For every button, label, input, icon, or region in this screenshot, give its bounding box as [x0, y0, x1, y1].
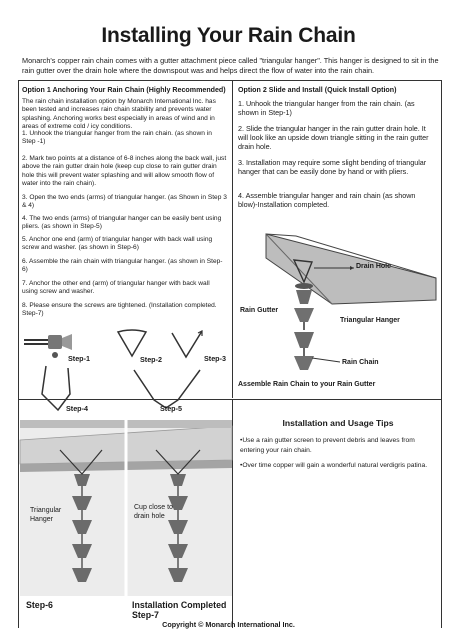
page-title: Installing Your Rain Chain	[101, 24, 356, 47]
option1-step-5: 5. Anchor one end (arm) of triangular hanger with back wall using screw and washer. (as shown in Step-6)	[22, 236, 213, 252]
option1-heading: Option 1 Anchoring Your Rain Chain (Highly Recommended)	[22, 86, 226, 94]
option1-step-8: 8. Please ensure the screws are tightened. (Installation completed. Step-7)	[22, 302, 217, 318]
option2-step-2: 2. Slide the triangular hanger in the rain gutter drain hole. It will look like an upside down triangle sitting in the rain gutter drain hole.	[238, 124, 429, 152]
tip-1: •Use a rain gutter screen to prevent debris and leaves from entering your rain chain.	[240, 437, 415, 454]
option1-step-1: 1. Unhook the triangular hanger from the rain chain. (as shown in Step -1)	[22, 130, 212, 146]
step2-label: Step-2	[140, 355, 162, 364]
photo-triangular-hanger-label: Triangular Hanger	[30, 507, 62, 523]
top-rule	[18, 80, 442, 81]
drain-hole-label: Drain Hole	[356, 263, 392, 270]
column-divider	[232, 80, 233, 398]
intro-paragraph: Monarch's copper rain chain comes with a gutter attachment piece called "triangular hanger". This hanger is designed to sit in the rain gutter over the drain hole where the downspout was and helps direct the flow of water into the rain chain.	[22, 56, 439, 75]
rain-gutter-label: Rain Gutter	[240, 307, 279, 314]
option1-step-2: 2. Mark two points at a distance of 6-8 inches along the back wall, just above the rain gutter drain hole (keep cup close to rain gutter drain hole this will prevent water splashing and will allow smooth flow of water into the rain chain).	[22, 155, 227, 188]
triangular-hanger-label: Triangular Hanger	[340, 317, 400, 324]
option2-step-1: 1. Unhook the triangular hanger from the rain chain. (as shown in Step-1)	[238, 99, 415, 118]
option1-description: The rain chain installation option by Monarch International Inc. has been tested and increases rain chain stability and prevents water splashing. Anchoring works best especially in areas of wind and in areas of extreme cold / icy conditions.	[22, 98, 216, 131]
step5-label: Step-5	[160, 404, 182, 413]
step7-label: Installation Completed Step-7	[132, 600, 227, 620]
step3-hanger-figure	[168, 327, 208, 361]
step3-label: Step-3	[204, 354, 226, 363]
step4-label: Step-4	[66, 404, 88, 413]
option1-step-3: 3. Open the two ends (arms) of triangular hanger. (as Shown in Step 3 & 4)	[22, 194, 227, 210]
copyright: Copyright © Monarch International Inc.	[162, 620, 295, 629]
rain-chain-label: Rain Chain	[342, 359, 379, 366]
option1-step-4: 4. The two ends (arms) of triangular hanger can be easily bent using pliers. (as shown in Step-5)	[22, 215, 222, 231]
gutter-diagram	[236, 224, 440, 374]
option2-heading: Option 2 Slide and Install (Quick Install Option)	[238, 86, 397, 94]
middle-rule	[18, 399, 442, 400]
left-border	[18, 80, 19, 628]
tips-heading: Installation and Usage Tips	[282, 418, 394, 428]
tip-2: •Over time copper will gain a wonderful natural verdigris patina.	[240, 462, 428, 469]
option1-step-6: 6. Assemble the rain chain with triangular hanger. (as shown in Step-6)	[22, 258, 223, 274]
option2-step-3: 3. Installation may require some slight bending of triangular hanger that can be easily done by hand or with pliers.	[238, 158, 427, 177]
step1-label: Step-1	[68, 354, 90, 363]
diagram-caption: Assemble Rain Chain to your Rain Gutter	[238, 381, 376, 388]
photo-cup-close-label: Cup close to drain hole	[134, 504, 173, 520]
right-border	[441, 80, 442, 628]
step6-label: Step-6	[26, 600, 53, 610]
step2-hanger-figure	[112, 328, 152, 358]
option2-step-4: 4. Assemble triangular hanger and rain chain (as shown blow)-Installation completed.	[238, 191, 416, 210]
option1-step-7: 7. Anchor the other end (arm) of triangular hanger with back wall using screw and washer.	[22, 280, 210, 296]
